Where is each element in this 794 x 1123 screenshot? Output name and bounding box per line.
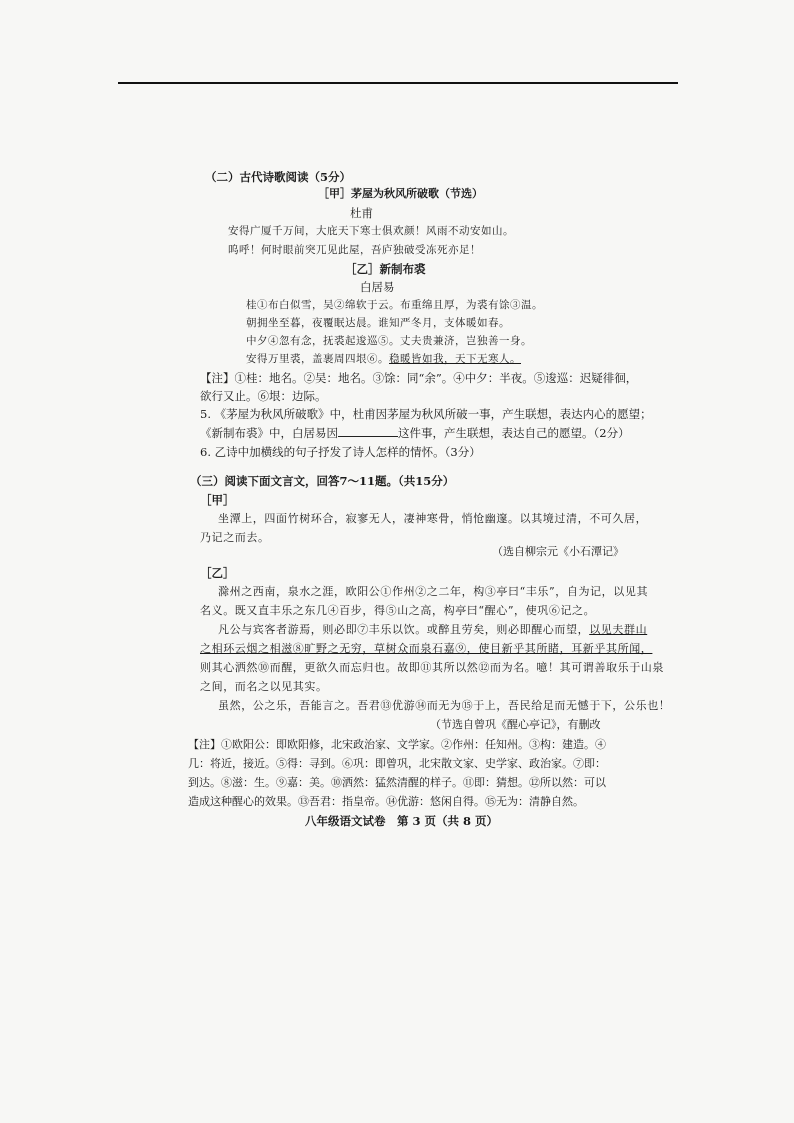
yi-text: 虽然，公之乐，吾能言之。吾君⑬优游⑭而无为⑮于上，吾民给足而无憾于下，公乐也！ xyxy=(218,699,671,712)
poem2-line-last xyxy=(246,352,521,366)
section2-title: （二）古代诗歌阅读（5分） xyxy=(205,170,352,184)
poem-notes: 【注】①桂：地名。②吴：地名。③馀：同“余”。④中夕：半夜。⑤逡巡：迟疑徘徊， xyxy=(200,371,638,385)
yi-text: 之间，而名之以见其实。 xyxy=(200,680,328,693)
underlined-verse: 稳暖皆如我，天下无寒人。 xyxy=(389,353,521,365)
wenyan-notes: 造成这种醒心的效果。⑬吾君：指皇帝。⑭优游：悠闲自得。⑮无为：清静自然。 xyxy=(188,795,584,808)
yi-label: ［乙］ xyxy=(200,566,235,580)
jia-source: （选自柳宗元《小石潭记》 xyxy=(492,545,624,558)
question-5: 5. 《茅屋为秋风所破歌》中，杜甫因茅屋为秋风所破一事，产生联想，表达内心的愿望； xyxy=(200,407,652,421)
yi-text: 则其心洒然⑩而醒，更欲久而忘归也。故即⑪其所以然⑫而为名。噫！其可谓善取乐于山泉 xyxy=(200,661,664,674)
wenyan-notes: 到达。⑧滋：生。⑨嘉：美。⑩洒然：猛然清醒的样子。⑪即：猜想。⑫所以然：可以 xyxy=(188,776,606,789)
top-rule xyxy=(118,82,678,84)
jia-text: 坐潭上，四面竹树环合，寂寥无人，凄神寒骨，悄怆幽邃。以其境过清，不可久居， xyxy=(218,512,648,525)
yi-text: 名义。既又直丰乐之东几④百步，得⑤山之高，构亭曰“醒心”，使巩⑥记之。 xyxy=(200,604,596,617)
wenyan-notes: 【注】①欧阳公：即欧阳修，北宋政治家、文学家。②作州：任知州。③构：建造。④ xyxy=(188,738,606,751)
jia-label: ［甲］ xyxy=(200,493,235,507)
yi-text-part: 凡公与宾客者游焉，则必即⑦丰乐以饮。或醉且劳矣，则必即醒心而望， xyxy=(218,623,590,636)
poem2-line: 朝拥坐至暮，夜覆眠达晨。谁知严冬月，支体暖如春。 xyxy=(246,317,510,329)
wenyan-notes: 几：将近，接近。⑤得：寻到。⑥巩：即曾巩，北宋散文家、史学家、政治家。⑦即： xyxy=(188,757,606,770)
poem1-line: 呜呼！何时眼前突兀见此屋，吾庐独破受冻死亦足！ xyxy=(228,244,481,256)
poem2-line-prefix: 安得万里裘，盖裹周四垠⑥。 xyxy=(246,353,389,365)
yi-underlined-text: 之相环云烟之相滋⑧旷野之无穷，草树众而泉石嘉⑨，使目新乎其所睹，耳新乎其所闻， xyxy=(200,642,653,655)
yi-source: （节选自曾巩《醒心亭记》，有删改 xyxy=(430,718,601,731)
poem-notes: 欲行又止。⑥垠：边际。 xyxy=(200,389,327,403)
yi-text: 滁州之西南，泉水之涯，欧阳公①作州②之二年，构③亭曰“丰乐”，自为记，以见其 xyxy=(218,585,649,598)
poem2-line: 桂①布白似雪，吴②绵软于云。布重绵且厚，为裘有馀③温。 xyxy=(246,299,543,311)
poem1-author: 杜甫 xyxy=(350,206,373,220)
answer-blank[interactable] xyxy=(338,425,398,437)
q5-text-a: 《新制布裘》中，白居易因 xyxy=(200,426,338,440)
question-6: 6. 乙诗中加横线的句子抒发了诗人怎样的情怀。（3分） xyxy=(200,445,481,459)
page-footer: 八年级语文试卷 第 3 页（共 8 页） xyxy=(305,814,499,828)
poem1-title: ［甲］茅屋为秋风所破歌（节选） xyxy=(318,187,483,200)
jia-text: 乃记之而去。 xyxy=(200,531,270,544)
yi-text xyxy=(218,623,647,637)
poem2-author: 白居易 xyxy=(360,280,395,294)
poem1-line: 安得广厦千万间，大庇天下寒士俱欢颜！风雨不动安如山。 xyxy=(228,225,514,237)
poem2-line: 中夕④忽有念，抚裘起逡巡⑤。丈夫贵兼济，岂独善一身。 xyxy=(246,335,532,347)
question-5-line2 xyxy=(200,425,630,440)
q5-text-b: 这件事，产生联想，表达自己的愿望。（2分） xyxy=(398,426,630,440)
poem2-title: ［乙］新制布裘 xyxy=(345,262,426,276)
section3-title: （三）阅读下面文言文，回答7～11题。（共15分） xyxy=(190,474,455,488)
yi-underlined-tail: 以见夫群山 xyxy=(589,623,648,636)
